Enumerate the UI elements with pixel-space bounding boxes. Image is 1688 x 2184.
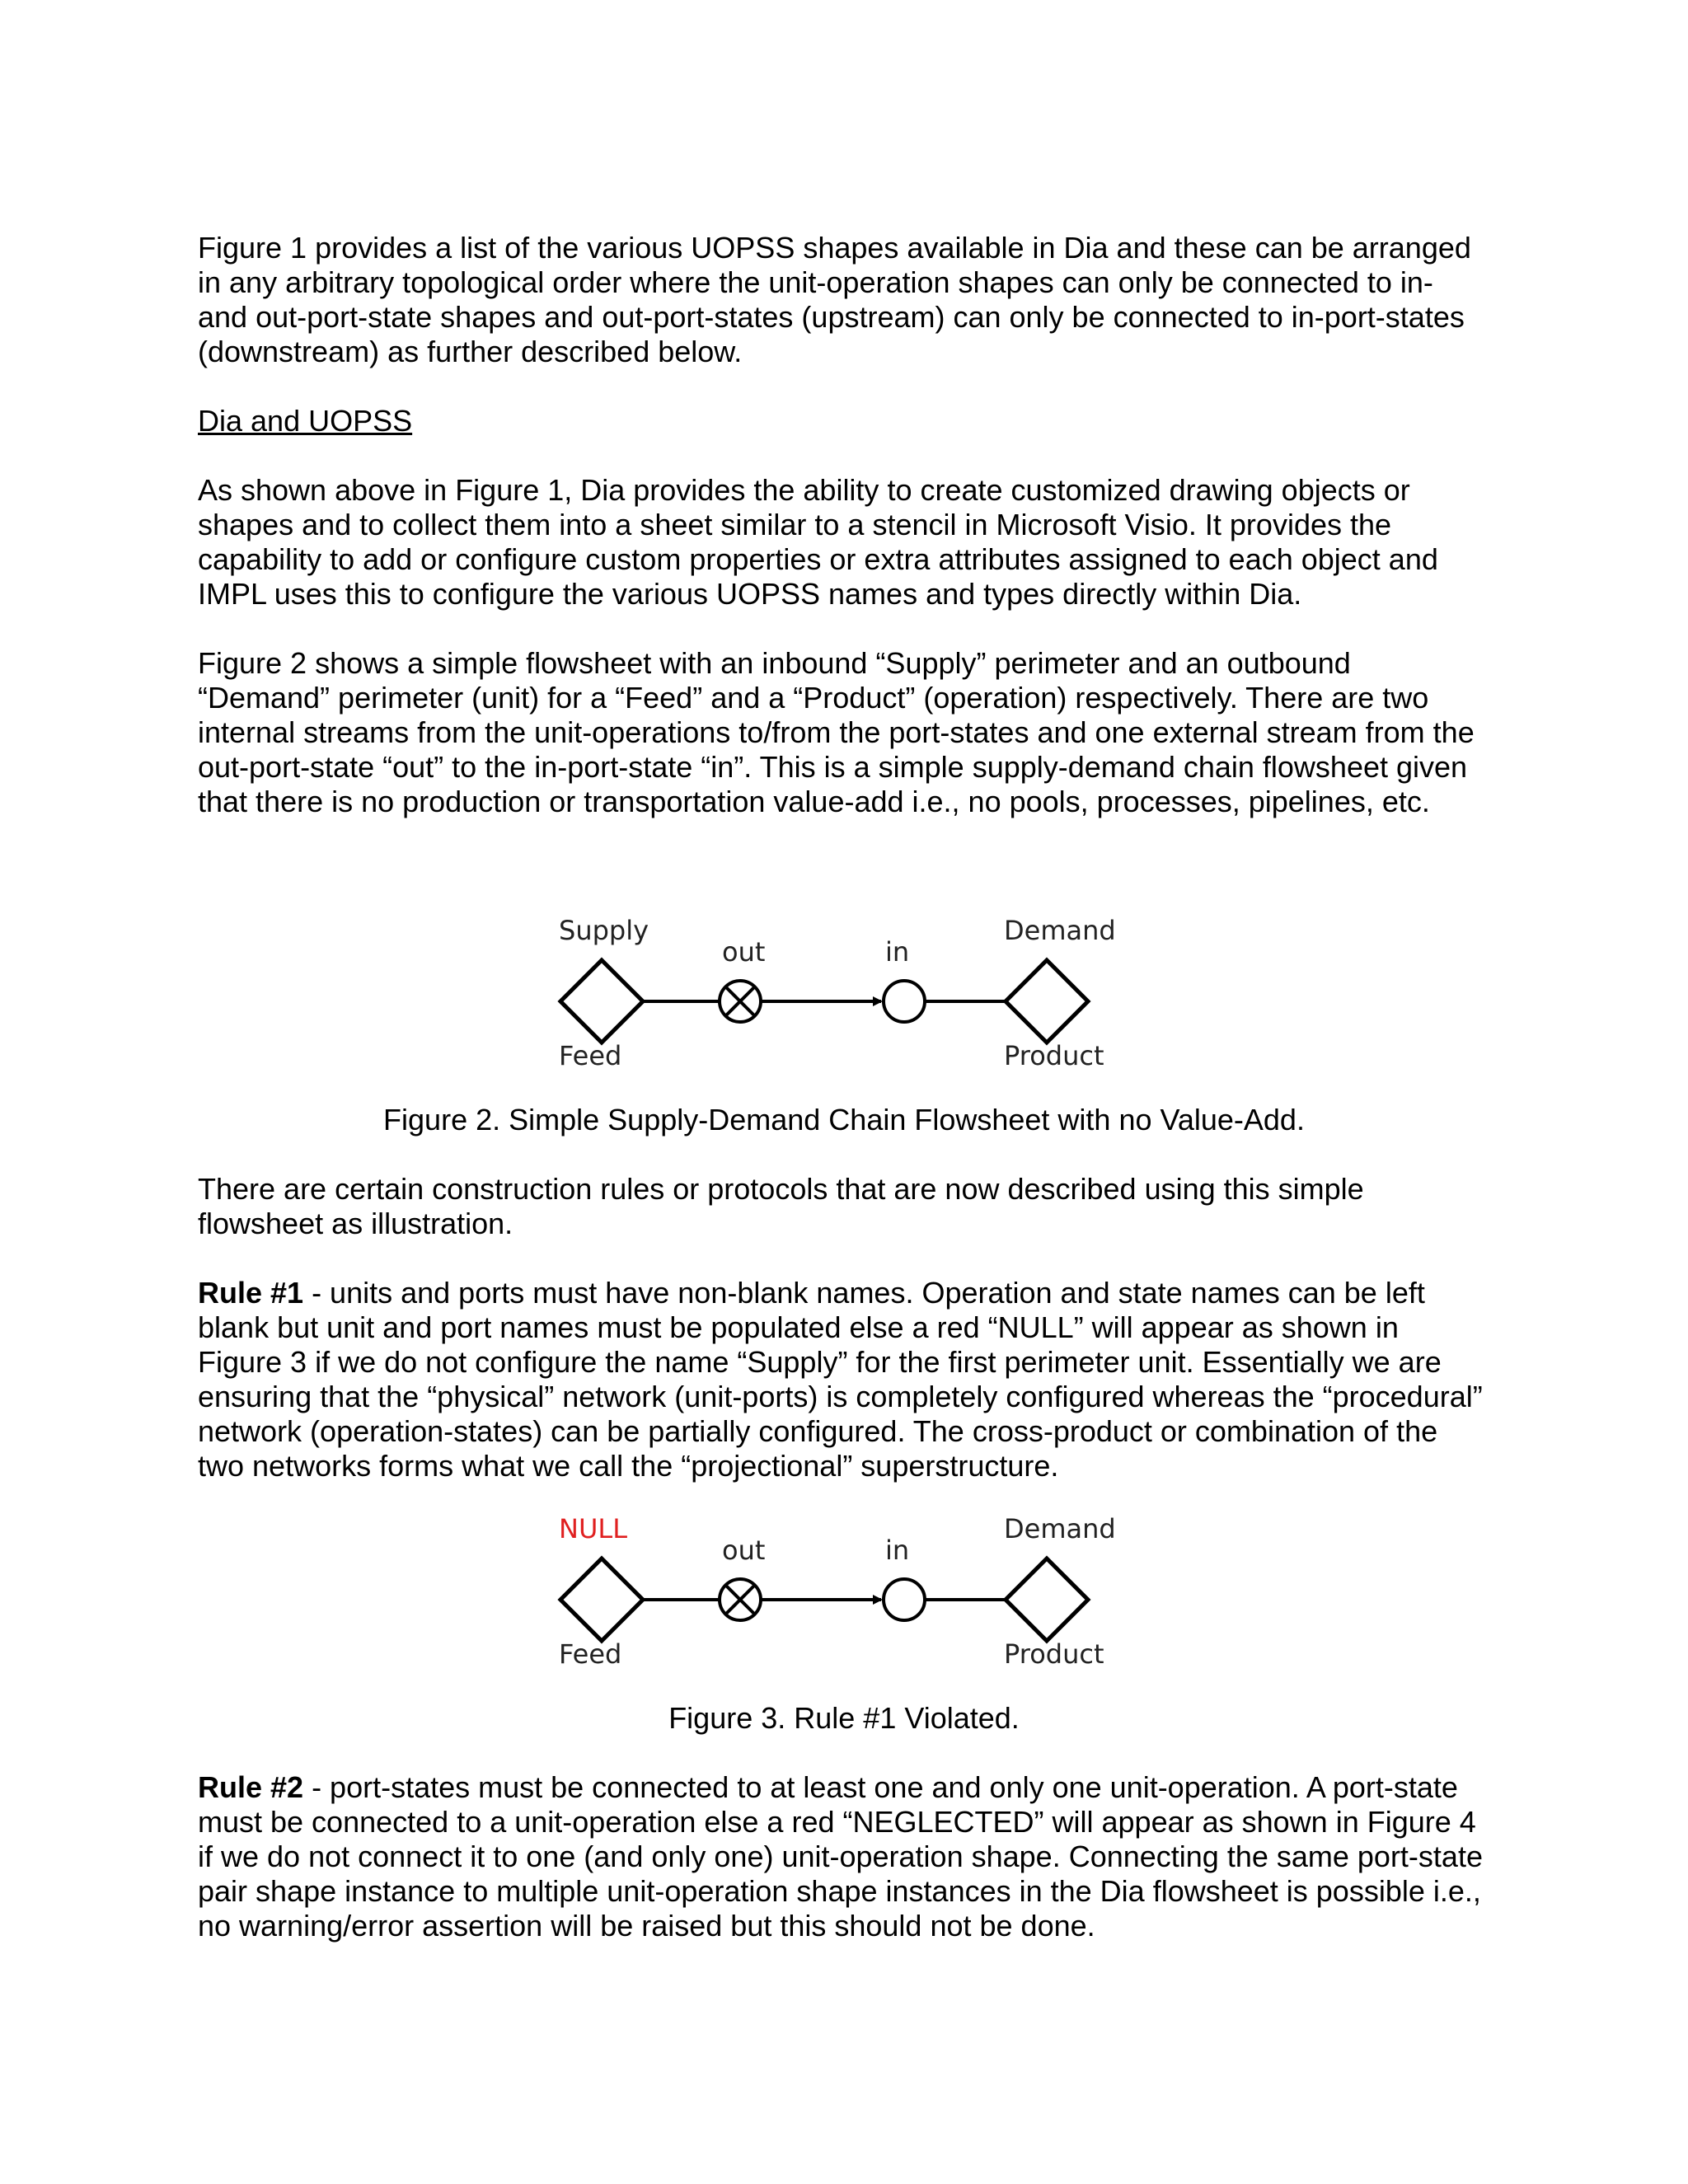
paragraph-figure2-description: Figure 2 shows a simple flowsheet with an inbound “Supply” perimeter and an outbound “Demand” perimeter (unit) for a “Feed” and a “Product” (operation) respectively. There are two internal streams from the unit-operations to/from the port-states and one external stream from the out-port-state “out” to the in-port-state “in”. This is a simple supply-demand chain flowsheet given that there is no production or transportation value-add i.e., no pools, processes, pipelines, etc. (198, 646, 1475, 818)
right-unit-diamond (1006, 1558, 1088, 1641)
figure-2-caption: Figure 2. Simple Supply-Demand Chain Flowsheet with no Value-Add. (383, 1103, 1305, 1137)
out-port-state-symbol (720, 981, 761, 1022)
rule-2-text: - port-states must be connected to at least one and only one unit-operation. A port-state must be connected to a unit-operation else a red “NEGLECTED” will appear as shown in Figure 4 if we do not connect it to one (and only one) unit-operation shape. Connecting the same port-state pair shape instance to multiple unit-operation shape instances in the Dia flowsheet is possible i.e., no warning/error assertion will be raised but this should not be done. (198, 1770, 1483, 1943)
in-port-state-symbol (884, 981, 925, 1022)
paragraph-rule-1 (198, 1276, 1484, 1483)
right-unit-label: Demand (1004, 915, 1116, 946)
paragraph-dia: As shown above in Figure 1, Dia provides the ability to create customized drawing objects or shapes and to collect them into a sheet similar to a stencil in Microsoft Visio. It provides the capability to add or configure custom properties or extra attributes assigned to each object and IMPL uses this to configure the various UOPSS names and types directly within Dia. (198, 473, 1438, 611)
right-unit-diamond (1006, 960, 1088, 1043)
out-port-label: out (722, 936, 766, 968)
out-port-label: out (722, 1535, 766, 1566)
left-operation-label: Feed (559, 1638, 622, 1670)
right-operation-label: Product (1004, 1040, 1104, 1071)
right-operation-label: Product (1004, 1638, 1104, 1670)
in-port-label: in (885, 1535, 910, 1566)
left-unit-diamond (560, 1558, 643, 1641)
out-port-state-symbol (720, 1579, 761, 1620)
section-heading: Dia and UOPSS (198, 404, 413, 438)
in-port-label: in (885, 936, 910, 968)
rule-1-text: - units and ports must have non-blank names. Operation and state names can be left blank but unit and port names must be populated else a red “NULL” will appear as shown in Figure 3 if we do not configure the name “Supply” for the first perimeter unit. Essentially we are ensuring that the “physical” network (unit-ports) is completely configured whereas the “procedural” network (operation-states) can be partially configured. The cross-product or combination of the two networks forms what we call the “projectional” superstructure. (198, 1276, 1483, 1483)
left-operation-label: Feed (559, 1040, 622, 1071)
null-unit-label: NULL (559, 1513, 628, 1544)
in-port-state-symbol (884, 1579, 925, 1620)
paragraph-rule-2 (198, 1770, 1484, 1943)
figure-3-diagram (544, 1513, 1154, 1670)
right-unit-label: Demand (1004, 1513, 1116, 1544)
figure-2-diagram (544, 915, 1154, 1071)
left-unit-label: Supply (559, 915, 649, 946)
left-unit-diamond (560, 960, 643, 1043)
paragraph-intro: Figure 1 provides a list of the various UOPSS shapes available in Dia and these can be arranged in any arbitrary topological order where the unit-operation shapes can only be connected to in- and out-port-state shapes and out-port-states (upstream) can only be connected to in-port-states (downstream) as further described below. (198, 231, 1471, 368)
figure-3-caption: Figure 3. Rule #1 Violated. (668, 1701, 1020, 1735)
paragraph-construction-rules: There are certain construction rules or protocols that are now described using this simple flowsheet as illustration. (198, 1172, 1364, 1240)
rule-2-label: Rule #2 (198, 1770, 304, 1804)
rule-1-label: Rule #1 (198, 1276, 304, 1310)
